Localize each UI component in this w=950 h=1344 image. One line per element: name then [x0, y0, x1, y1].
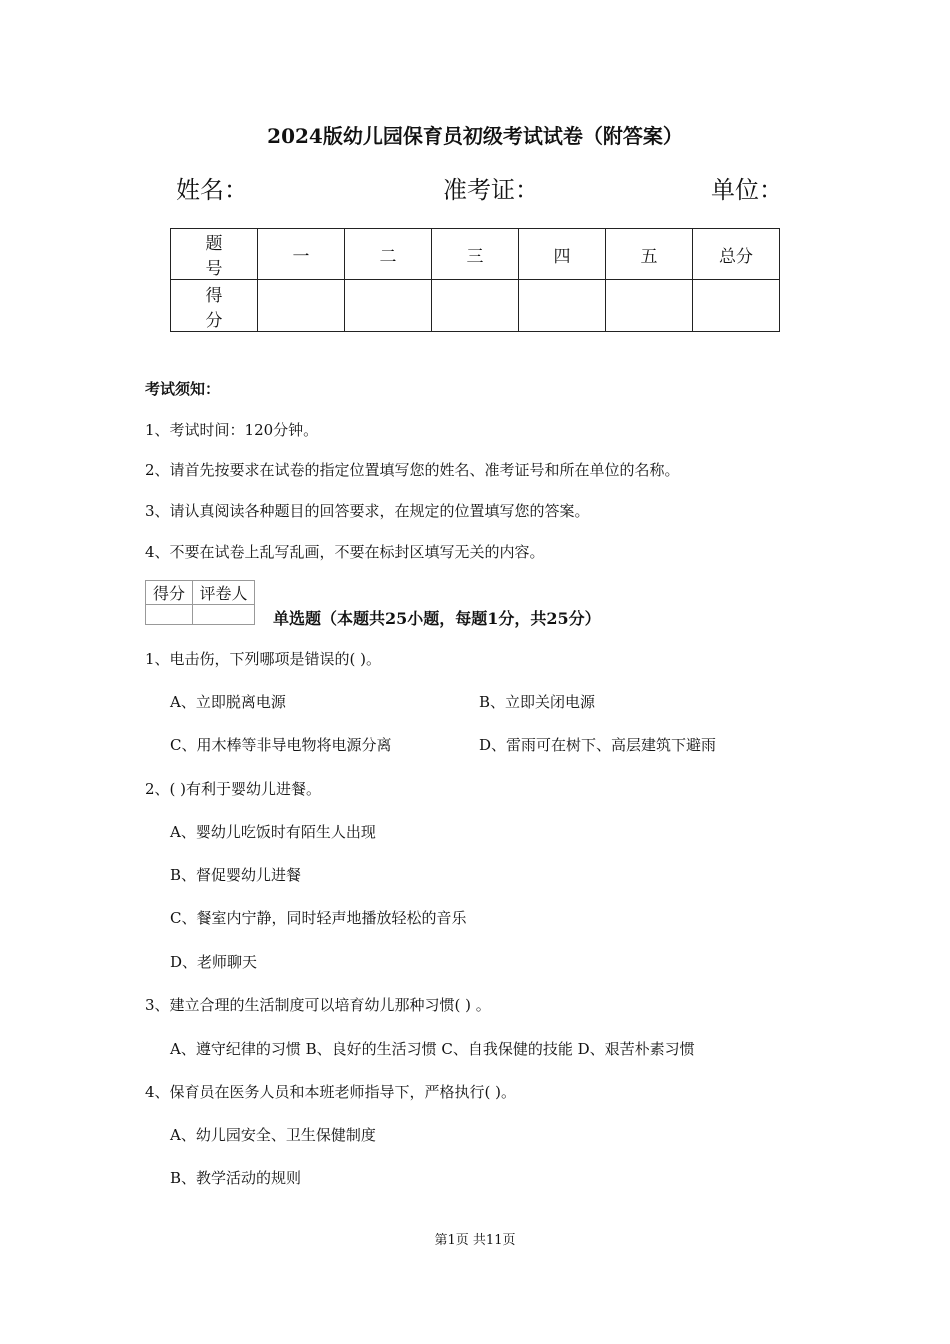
- notes-heading: 考试须知：: [145, 380, 221, 398]
- score-table-col-1: 一: [258, 229, 345, 280]
- grader-score-label: 得分: [146, 581, 193, 605]
- score-cell-4[interactable]: [519, 280, 606, 332]
- question-1-option-c: C、用木棒等非导电物将电源分离: [170, 736, 392, 754]
- page-footer: 第1页 共11页: [434, 1233, 516, 1248]
- score-cell-2[interactable]: [345, 280, 432, 332]
- score-table-score-row: [171, 280, 780, 332]
- note-item: 1、考试时间：120分钟。: [145, 421, 319, 439]
- question-stem-1: 1、电击伤，下列哪项是错误的( )。: [145, 650, 382, 668]
- note-item: 2、请首先按要求在试卷的指定位置填写您的姓名、准考证号和所在单位的名称。: [145, 461, 680, 479]
- score-cell-3[interactable]: [432, 280, 519, 332]
- page-title: 2024版幼儿园保育员初级考试试卷（附答案）: [267, 124, 683, 148]
- unit-field-label: 单位：: [711, 176, 783, 204]
- question-1-option-d: D、雷雨可在树下、高层建筑下避雨: [479, 736, 717, 754]
- grader-box: [145, 580, 255, 625]
- question-1-option-a: A、立即脱离电源: [170, 693, 286, 711]
- score-table-total: 总分: [693, 229, 780, 280]
- question-2-option-d: D、老师聊天: [170, 953, 258, 971]
- exam-id-field-label: 准考证：: [443, 176, 539, 204]
- score-table-question-number-label: 题号: [171, 229, 258, 280]
- score-cell-1[interactable]: [258, 280, 345, 332]
- question-2-option-a: A、婴幼儿吃饭时有陌生人出现: [170, 823, 376, 841]
- score-table-col-3: 三: [432, 229, 519, 280]
- name-field-label: 姓名：: [176, 176, 248, 204]
- question-stem-4: 4、保育员在医务人员和本班老师指导下，严格执行( )。: [145, 1083, 517, 1101]
- question-4-option-a: A、幼儿园安全、卫生保健制度: [170, 1126, 376, 1144]
- score-cell-5[interactable]: [606, 280, 693, 332]
- grader-name-label: 评卷人: [193, 581, 255, 605]
- score-cell-total[interactable]: [693, 280, 780, 332]
- grader-score-cell[interactable]: [146, 605, 193, 625]
- score-table-col-2: 二: [345, 229, 432, 280]
- question-2-option-b: B、督促婴幼儿进餐: [170, 866, 302, 884]
- grader-name-cell[interactable]: [193, 605, 255, 625]
- question-2-option-c: C、餐室内宁静，同时轻声地播放轻松的音乐: [170, 909, 467, 927]
- note-item: 3、请认真阅读各种题目的回答要求，在规定的位置填写您的答案。: [145, 502, 590, 520]
- question-stem-2: 2、( )有利于婴幼儿进餐。: [145, 780, 322, 798]
- score-table-header-row: [171, 229, 780, 280]
- question-stem-3: 3、建立合理的生活制度可以培育幼儿那种习惯( ) 。: [145, 996, 491, 1014]
- score-table-col-5: 五: [606, 229, 693, 280]
- question-1-option-b: B、立即关闭电源: [479, 693, 596, 711]
- question-3-options: A、遵守纪律的习惯 B、良好的生活习惯 C、自我保健的技能 D、艰苦朴素习惯: [170, 1040, 695, 1058]
- score-table: [170, 228, 780, 332]
- note-item: 4、不要在试卷上乱写乱画，不要在标封区填写无关的内容。: [145, 543, 545, 561]
- score-table-col-4: 四: [519, 229, 606, 280]
- question-4-option-b: B、教学活动的规则: [170, 1169, 302, 1187]
- section-title: 单选题（本题共25小题，每题1分，共25分）: [273, 609, 601, 628]
- score-table-score-label: 得分: [171, 280, 258, 332]
